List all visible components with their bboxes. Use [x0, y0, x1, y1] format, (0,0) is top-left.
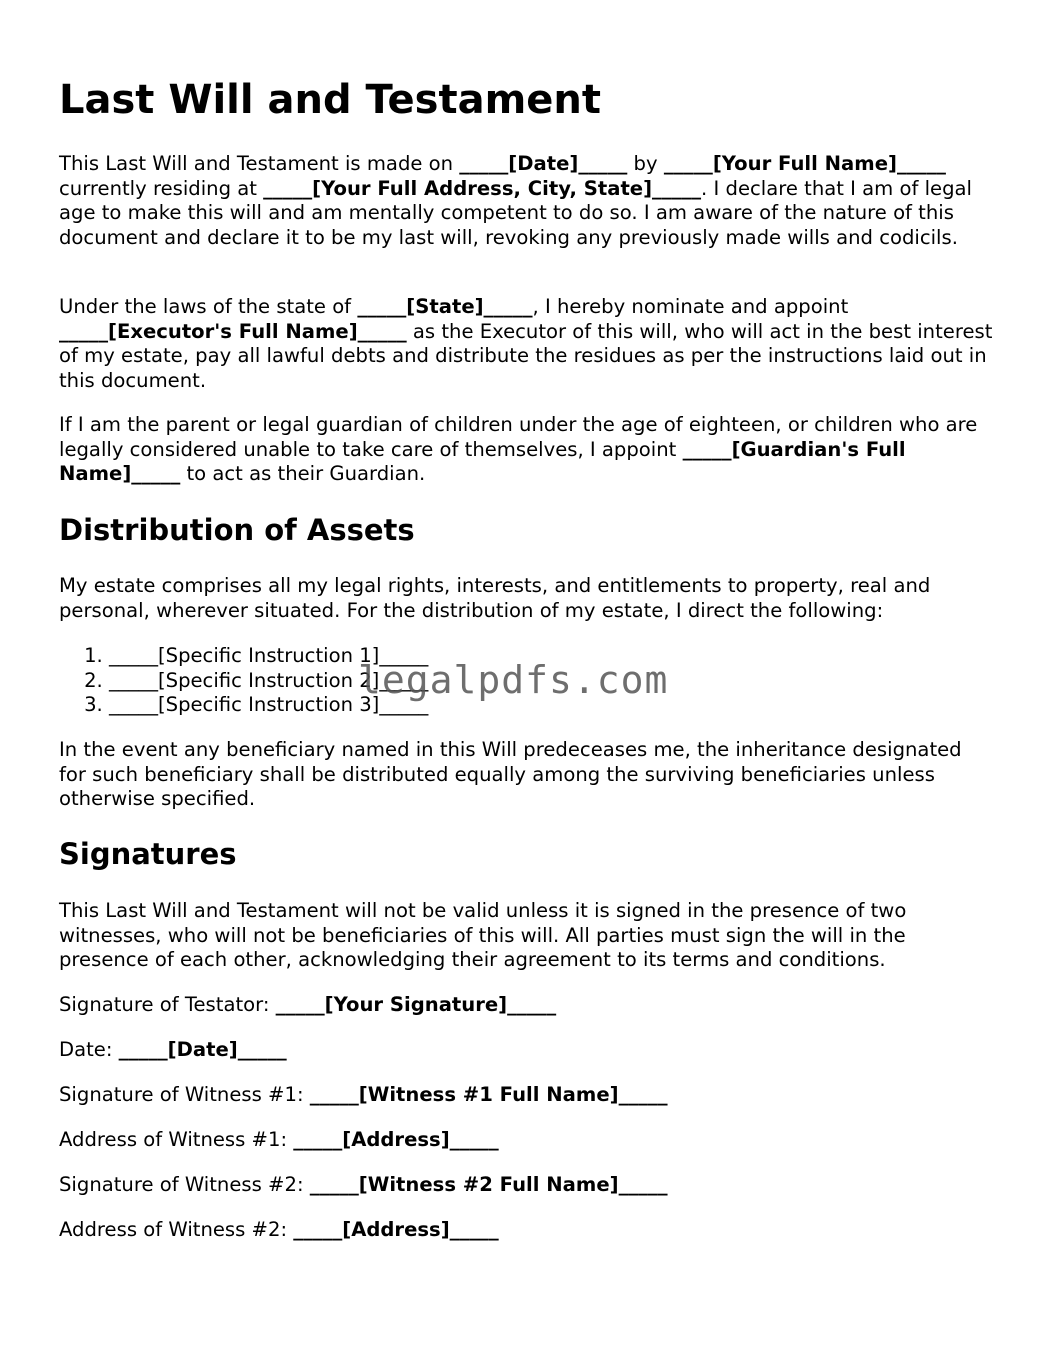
executor-text: , I hereby nominate and appoint: [532, 295, 849, 318]
line-value: _____[Address]_____: [293, 1218, 499, 1241]
distribution-intro: My estate comprises all my legal rights, interests, and entitlements to property, real and personal, wherever situated. For the distribution of my estate, I direct the following:: [59, 574, 931, 622]
guardian-paragraph: [59, 413, 994, 487]
executor-text: Under the laws of the state of: [59, 295, 358, 318]
signatures-intro: This Last Will and Testament will not be valid unless it is signed in the presence of two witnesses, who will not be beneficiaries of this will. All parties must sign the will in the presence of each other, acknowledging their agreement to its terms and conditions.: [59, 899, 907, 971]
date-line: [59, 1038, 994, 1063]
list-item: 2. _____[Specific Instruction 2]_____: [109, 669, 994, 694]
address-placeholder: _____[Your Full Address, City, State]_____: [263, 176, 702, 200]
line-label: Address of Witness #2:: [59, 1218, 294, 1241]
guardian-text: to act as their Guardian.: [180, 462, 426, 485]
intro-paragraph: [59, 152, 994, 250]
witness2-signature-line: [59, 1173, 994, 1198]
intro-text: currently residing at: [59, 176, 264, 200]
intro-text: by: [627, 152, 664, 175]
guardian-name-placeholder: _____[Guardian's Full Name]_____: [59, 437, 906, 485]
distribution-heading: Distribution of Assets: [59, 513, 415, 547]
executor-name-placeholder: _____[Executor's Full Name]_____: [59, 319, 407, 343]
witness1-signature-line: [59, 1083, 994, 1108]
line-label: Signature of Testator:: [59, 993, 276, 1016]
predecease-paragraph: In the event any beneficiary named in this Will predeceases me, the inheritance designated for such beneficiary shall be distributed equally among the surviving beneficiaries unless otherwise specified.: [59, 738, 962, 810]
line-value: _____[Witness #1 Full Name]_____: [309, 1083, 668, 1106]
full-name-placeholder: _____[Your Full Name]_____: [663, 152, 946, 175]
executor-text: as the Executor of this will, who will act in the best interest of my estate, pay all lawful debts and distribute the residues as per the instructions laid out in this document.: [59, 319, 993, 392]
document-title: Last Will and Testament: [59, 77, 601, 123]
watermark: legalpdfs.com: [358, 658, 669, 702]
line-value: _____[Your Signature]_____: [275, 993, 557, 1016]
line-label: Signature of Witness #2:: [59, 1173, 310, 1196]
intro-text: This Last Will and Testament is made on: [59, 152, 460, 175]
state-placeholder: _____[State]_____: [357, 295, 533, 318]
guardian-text: If I am the parent or legal guardian of children under the age of eighteen, or children who are legally considered unable to take care of themselves, I appoint: [59, 413, 978, 461]
line-value: _____[Address]_____: [293, 1128, 499, 1151]
line-label: Date:: [59, 1038, 119, 1061]
line-value: _____[Witness #2 Full Name]_____: [309, 1173, 668, 1196]
date-placeholder: _____[Date]_____: [459, 152, 628, 175]
witness2-address-line: [59, 1218, 994, 1243]
line-label: Signature of Witness #1:: [59, 1083, 310, 1106]
list-item: 3. _____[Specific Instruction 3]_____: [109, 693, 994, 718]
line-value: _____[Date]_____: [118, 1038, 287, 1061]
line-label: Address of Witness #1:: [59, 1128, 294, 1151]
intro-text: . I declare that I am of legal age to make this will and am mentally competent to do so. I am aware of the nature of this document and declare it to be my last will, revoking any previously made wills and codicils.: [59, 176, 972, 249]
executor-paragraph: [59, 295, 994, 393]
testator-signature-line: [59, 993, 994, 1018]
list-item: 1. _____[Specific Instruction 1]_____: [109, 644, 994, 669]
witness1-address-line: [59, 1128, 994, 1153]
signatures-heading: Signatures: [59, 837, 237, 871]
